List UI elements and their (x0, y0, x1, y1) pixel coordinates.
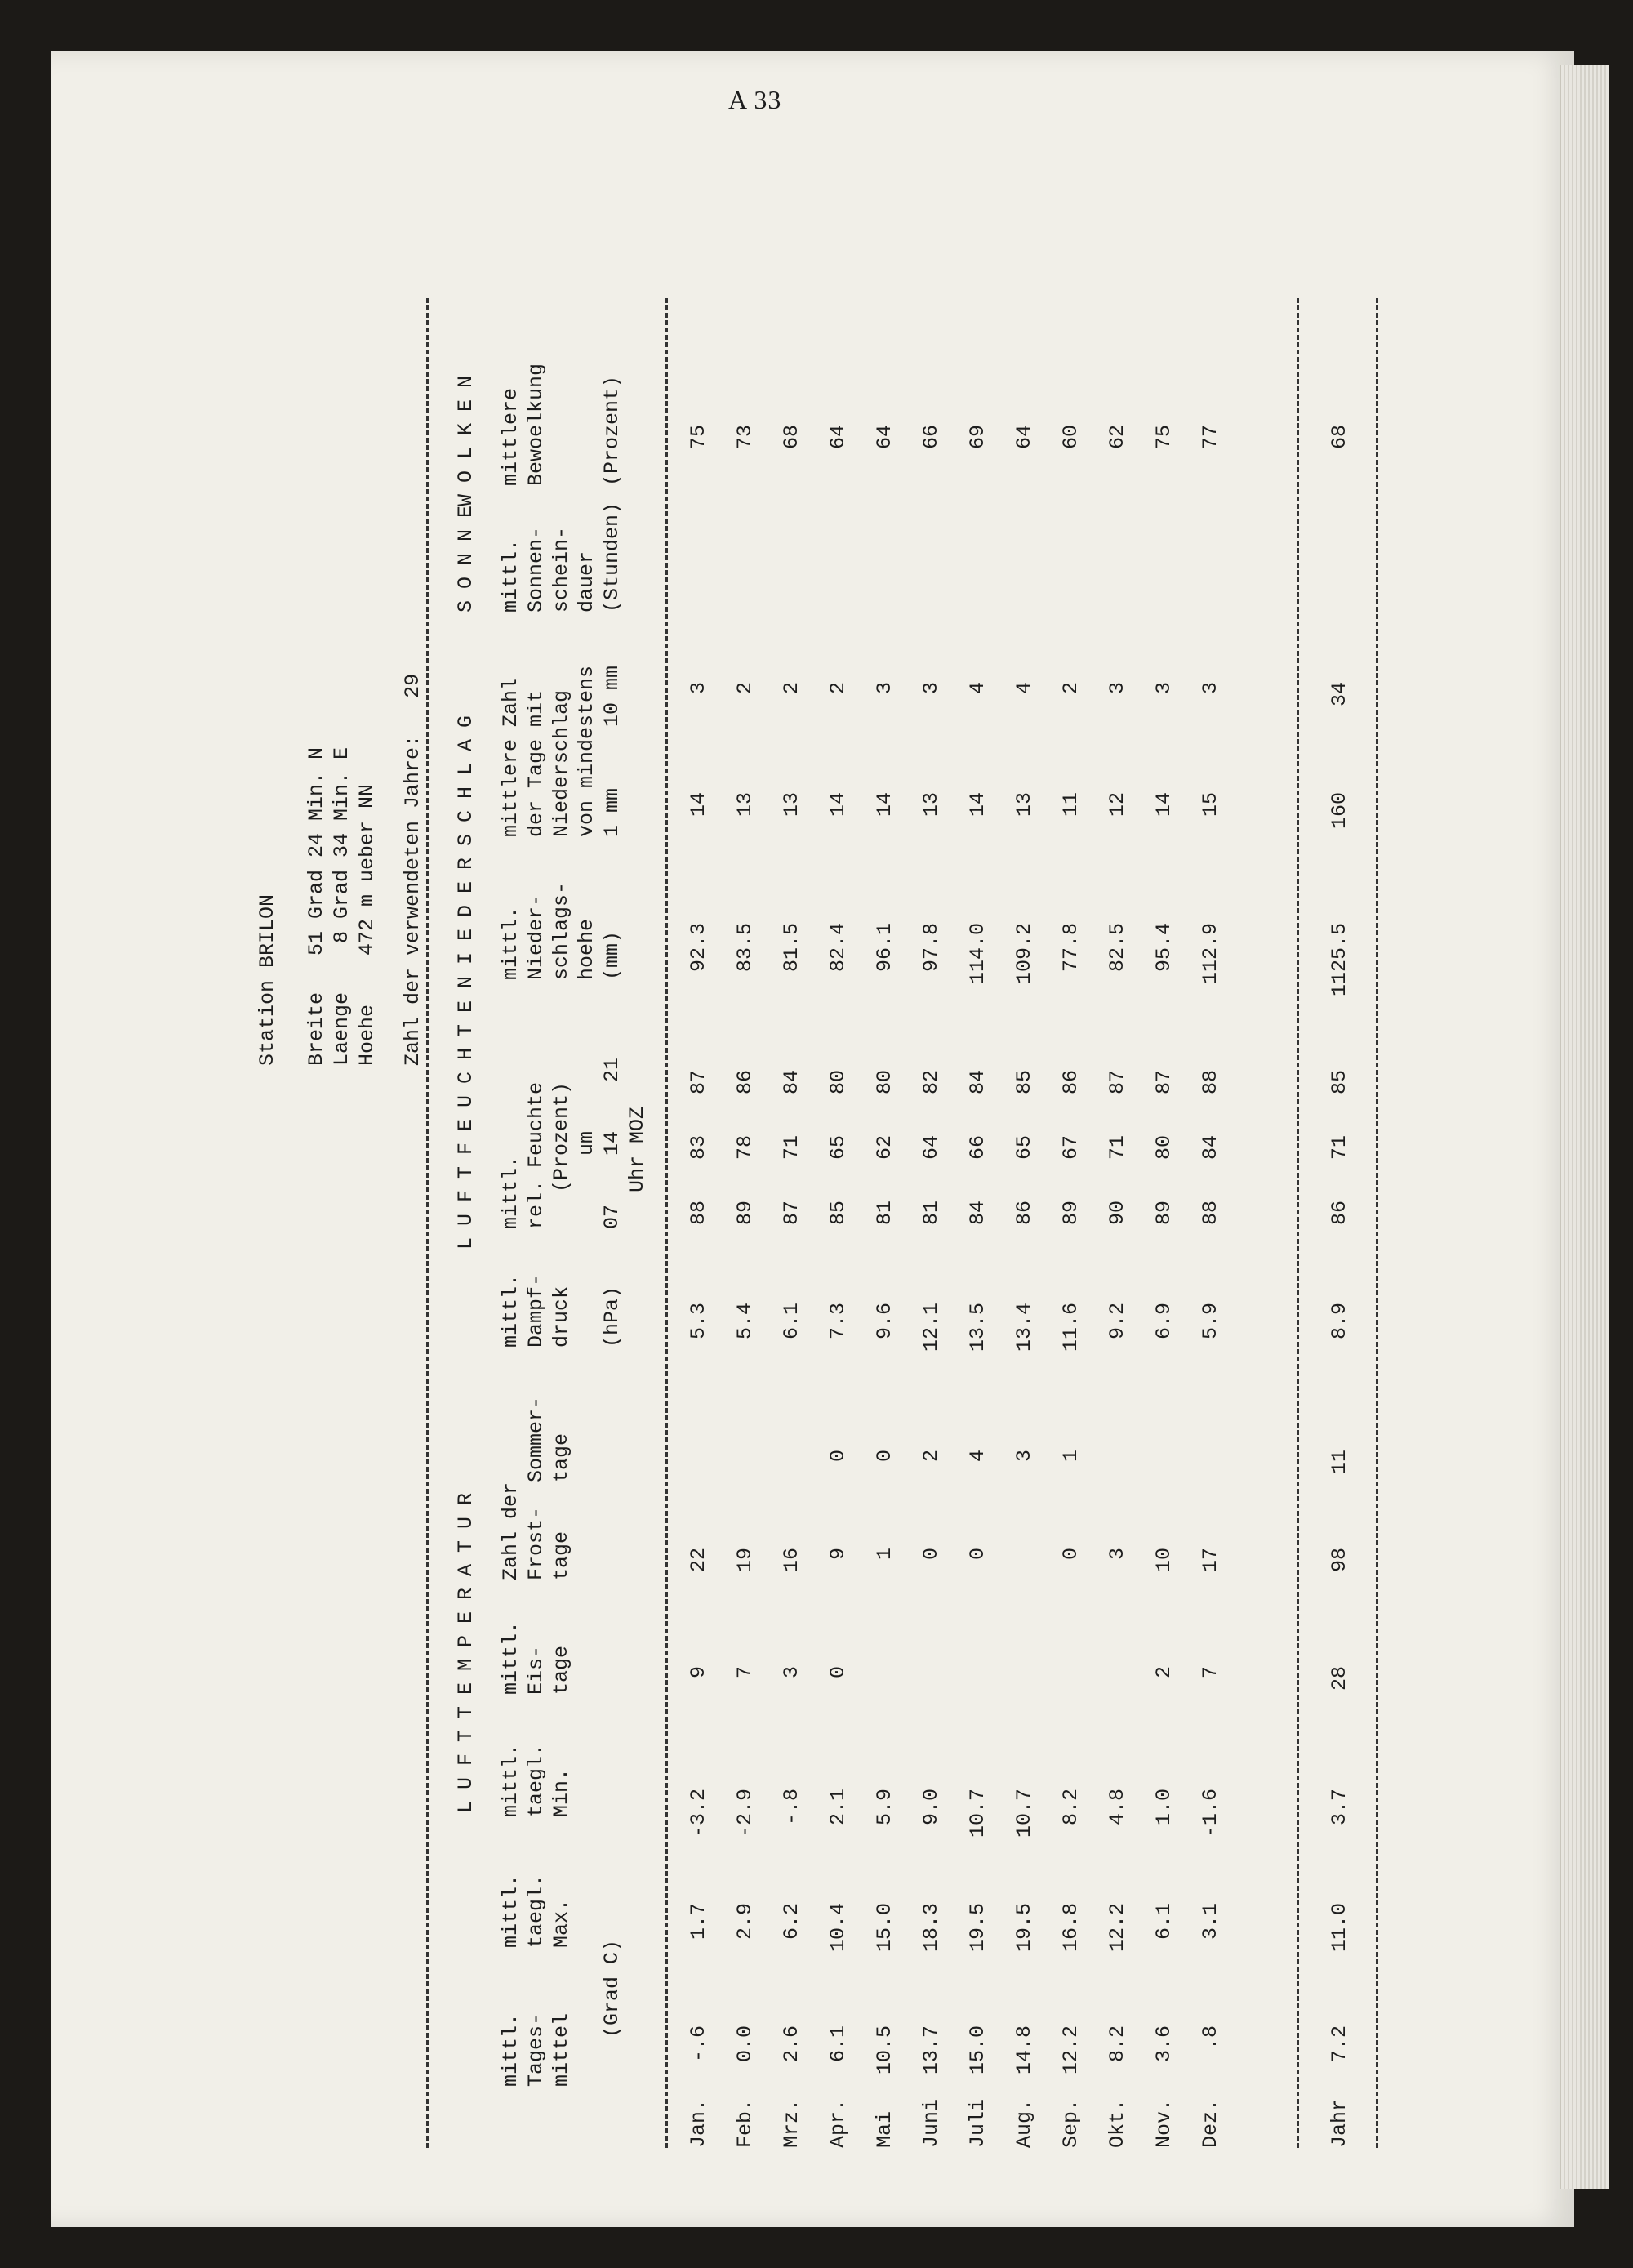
cell-so: 0 (826, 1450, 850, 1463)
row-label: Sep. (1059, 2098, 1083, 2148)
cell-tm: 15.0 (966, 2025, 990, 2075)
table-row (1151, 298, 1177, 2148)
station-years: Zahl der verwendeten Jahre: 29 (401, 673, 425, 1066)
cell-n10: 3 (873, 682, 897, 695)
cell-mx: 6.2 (780, 1903, 803, 1940)
cell-mn: -.8 (780, 1789, 803, 1826)
row-label: Nov. (1152, 2098, 1176, 2148)
cell-so: 4 (966, 1450, 990, 1463)
cell-fr: 1 (873, 1548, 897, 1561)
header-sonnenschein: mittl. Sonnen- schein- dauer (Stunden) (499, 501, 624, 613)
station-hoehe: Hoehe 472 m ueber NN (355, 783, 379, 1066)
cell-mx: 12.2 (1106, 1903, 1129, 1953)
table-row (1012, 298, 1037, 2148)
cell-n10: 3 (1199, 682, 1222, 695)
cell-tm: 2.6 (780, 2025, 803, 2063)
cell-fr: 16 (780, 1548, 803, 1573)
cell-f14: 71 (780, 1135, 803, 1161)
cell-dp: 11.6 (1059, 1303, 1083, 1352)
cell-n10: 3 (1106, 682, 1129, 695)
cell-f21: 80 (826, 1070, 850, 1095)
cell-n1: 15 (1199, 792, 1222, 818)
cell-f21: 82 (919, 1070, 943, 1095)
group-luftfeuchte: LUFTFEUCHTE (454, 988, 478, 1250)
page-edges (1560, 65, 1609, 2189)
cell-bw: 62 (1106, 425, 1129, 450)
cell-n10: 3 (1152, 682, 1176, 695)
cell-fr: 10 (1152, 1548, 1176, 1573)
cell-f21: 85 (1328, 1070, 1351, 1095)
station-title: Station BRILON (256, 893, 279, 1066)
group-lufttemperatur: LUFTTEMPERATUR (454, 1481, 478, 1813)
cell-f14: 83 (687, 1135, 710, 1161)
cell-tm: -.6 (687, 2025, 710, 2063)
cell-dp: 8.9 (1328, 1303, 1351, 1340)
cell-mn: -2.9 (733, 1789, 757, 1838)
cell-bw: 75 (1152, 425, 1176, 450)
header-dampf: mittl. Dampf- druck (hPa) (499, 1273, 624, 1348)
header-sommer: Sommer- tage (524, 1396, 573, 1482)
cell-mx: 16.8 (1059, 1903, 1083, 1953)
cell-dp: 6.1 (780, 1303, 803, 1340)
cell-tm: 13.7 (919, 2025, 943, 2075)
cell-f21: 84 (780, 1070, 803, 1095)
cell-f14: 71 (1328, 1135, 1351, 1161)
cell-eis: 7 (733, 1666, 757, 1679)
cell-bw: 64 (1012, 425, 1036, 450)
cell-n1: 13 (733, 792, 757, 818)
cell-f07: 89 (1152, 1201, 1176, 1226)
table-row (1198, 298, 1223, 2148)
cell-bw: 68 (780, 425, 803, 450)
cell-mn: 10.7 (966, 1789, 990, 1838)
cell-tm: 10.5 (873, 2025, 897, 2075)
cell-bw: 66 (919, 425, 943, 450)
row-label: Juni (919, 2098, 943, 2148)
cell-mn: 3.7 (1328, 1789, 1351, 1826)
cell-tm: 6.1 (826, 2025, 850, 2063)
cell-ns: 114.0 (966, 923, 990, 985)
row-label: Okt. (1106, 2098, 1129, 2148)
cell-fr: 0 (919, 1548, 943, 1561)
cell-f14: 67 (1059, 1135, 1083, 1161)
cell-mx: 3.1 (1199, 1903, 1222, 1940)
cell-bw: 64 (873, 425, 897, 450)
cell-mx: 10.4 (826, 1903, 850, 1953)
cell-dp: 6.9 (1152, 1303, 1176, 1340)
cell-mx: 2.9 (733, 1903, 757, 1940)
cell-fr: 22 (687, 1548, 710, 1573)
cell-tm: 3.6 (1152, 2025, 1176, 2063)
header-tagesmittel: mittl. Tages- mittel (Grad C) (499, 1939, 624, 2087)
cell-dp: 5.4 (733, 1303, 757, 1340)
cell-n10: 3 (687, 682, 710, 695)
cell-mx: 18.3 (919, 1903, 943, 1953)
cell-f07: 90 (1106, 1201, 1129, 1226)
cell-mn: -1.6 (1199, 1789, 1222, 1838)
cell-mn: 10.7 (1012, 1789, 1036, 1838)
cell-ns: 95.4 (1152, 923, 1176, 973)
cell-fr: 0 (1059, 1548, 1083, 1561)
cell-f21: 80 (873, 1070, 897, 1095)
header-min: mittl. taegl. Min. (499, 1743, 573, 1817)
cell-n1: 12 (1106, 792, 1129, 818)
table-row (732, 298, 758, 2148)
cell-tm: 7.2 (1328, 2025, 1351, 2063)
cell-f14: 66 (966, 1135, 990, 1161)
cell-dp: 7.3 (826, 1303, 850, 1340)
divider-top (426, 298, 429, 2148)
cell-mn: 8.2 (1059, 1789, 1083, 1826)
row-label: Mrz. (780, 2098, 803, 2148)
cell-f14: 78 (733, 1135, 757, 1161)
cell-ns: 109.2 (1012, 923, 1036, 985)
cell-f07: 86 (1012, 1201, 1036, 1226)
cell-bw: 77 (1199, 425, 1222, 450)
cell-mx: 15.0 (873, 1903, 897, 1953)
cell-dp: 13.5 (966, 1303, 990, 1352)
cell-so: 2 (919, 1450, 943, 1463)
cell-fr: 17 (1199, 1548, 1222, 1573)
cell-mx: 19.5 (966, 1903, 990, 1953)
cell-bw: 69 (966, 425, 990, 450)
cell-dp: 13.4 (1012, 1303, 1036, 1352)
cell-n1: 14 (826, 792, 850, 818)
cell-ns: 81.5 (780, 923, 803, 973)
cell-f07: 87 (780, 1201, 803, 1226)
cell-f07: 88 (687, 1201, 710, 1226)
cell-ns: 1125.5 (1328, 923, 1351, 997)
cell-bw: 60 (1059, 425, 1083, 450)
cell-n1: 14 (966, 792, 990, 818)
cell-ns: 82.5 (1106, 923, 1129, 973)
cell-f21: 86 (1059, 1070, 1083, 1095)
cell-f07: 89 (1059, 1201, 1083, 1226)
cell-f21: 87 (1106, 1070, 1129, 1095)
cell-n1: 11 (1059, 792, 1083, 818)
cell-dp: 5.3 (687, 1303, 710, 1340)
row-label: Mai (873, 2110, 897, 2148)
cell-dp: 9.6 (873, 1303, 897, 1340)
cell-f14: 65 (1012, 1135, 1036, 1161)
cell-n10: 4 (1012, 682, 1036, 695)
cell-eis: 9 (687, 1666, 710, 1679)
cell-f14: 71 (1106, 1135, 1129, 1161)
cell-ns: 96.1 (873, 923, 897, 973)
cell-ns: 83.5 (733, 923, 757, 973)
cell-n1: 14 (1152, 792, 1176, 818)
cell-f14: 65 (826, 1135, 850, 1161)
cell-fr: 3 (1106, 1548, 1129, 1561)
table-row (919, 298, 944, 2148)
cell-eis: 28 (1328, 1666, 1351, 1691)
group-niederschlag: NIEDERSCHLAG (454, 703, 478, 988)
cell-f07: 88 (1199, 1201, 1222, 1226)
cell-eis: 0 (826, 1666, 850, 1679)
cell-eis: 3 (780, 1666, 803, 1679)
cell-dp: 9.2 (1106, 1303, 1129, 1340)
cell-mx: 11.0 (1328, 1903, 1351, 1953)
cell-dp: 12.1 (919, 1303, 943, 1352)
cell-f07: 86 (1328, 1201, 1351, 1226)
page-number: A 33 (728, 85, 782, 114)
cell-n1: 13 (1012, 792, 1036, 818)
cell-n1: 13 (780, 792, 803, 818)
header-tage: mittlere Zahl der Tage mit Niederschlag von mindestens 1 mm 10 mm (499, 665, 624, 837)
cell-mn: 9.0 (919, 1789, 943, 1826)
table-row (872, 298, 897, 2148)
cell-tm: 14.8 (1012, 2025, 1036, 2075)
row-label: Apr. (826, 2098, 850, 2148)
cell-fr: 98 (1328, 1548, 1351, 1573)
cell-n1: 13 (919, 792, 943, 818)
cell-f07: 85 (826, 1201, 850, 1226)
cell-mn: 1.0 (1152, 1789, 1176, 1826)
cell-mn: 5.9 (873, 1789, 897, 1826)
cell-f21: 86 (733, 1070, 757, 1095)
cell-fr: 9 (826, 1548, 850, 1561)
cell-f21: 87 (1152, 1070, 1176, 1095)
header-bewoelkung: mittlere Bewoelkung (Prozent) (499, 363, 624, 486)
cell-f21: 87 (687, 1070, 710, 1095)
cell-n10: 2 (1059, 682, 1083, 695)
divider-bottom (1376, 298, 1378, 2148)
table-row (965, 298, 990, 2148)
cell-n10: 34 (1328, 682, 1351, 707)
cell-n10: 2 (733, 682, 757, 695)
divider-header (665, 298, 668, 2148)
cell-f07: 84 (966, 1201, 990, 1226)
row-label: Juli (966, 2098, 990, 2148)
cell-tm: .8 (1199, 2025, 1222, 2051)
cell-mn: -3.2 (687, 1789, 710, 1838)
row-label: Aug. (1012, 2098, 1036, 2148)
cell-n1: 14 (687, 792, 710, 818)
row-label: Jahr (1328, 2098, 1351, 2148)
cell-tm: 8.2 (1106, 2025, 1129, 2063)
cell-n10: 2 (780, 682, 803, 695)
group-sonne: SONNE (454, 493, 478, 613)
cell-ns: 97.8 (919, 923, 943, 973)
climate-table (229, 298, 1429, 2148)
group-wolken: WOLKEN (454, 363, 478, 506)
station-breite: Breite 51 Grad 24 Min. N (305, 746, 328, 1066)
cell-bw: 68 (1328, 425, 1351, 450)
cell-f14: 80 (1152, 1135, 1176, 1161)
cell-f14: 84 (1199, 1135, 1222, 1161)
cell-n1: 14 (873, 792, 897, 818)
table-row (825, 298, 851, 2148)
cell-fr: 19 (733, 1548, 757, 1573)
cell-ns: 92.3 (687, 923, 710, 973)
cell-bw: 75 (687, 425, 710, 450)
header-feuchte: mittl. rel. Feuchte (Prozent) um 07 14 21 Uhr MOZ (499, 1057, 649, 1229)
cell-f07: 81 (919, 1201, 943, 1226)
table-row (1058, 298, 1083, 2148)
cell-n1: 160 (1328, 792, 1351, 830)
cell-f14: 64 (919, 1135, 943, 1161)
table-row (1105, 298, 1130, 2148)
cell-ns: 77.8 (1059, 923, 1083, 973)
cell-n10: 2 (826, 682, 850, 695)
cell-f21: 84 (966, 1070, 990, 1095)
cell-f14: 62 (873, 1135, 897, 1161)
cell-eis: 2 (1152, 1666, 1176, 1679)
header-max: mittl. taegl. Max. (499, 1874, 573, 1948)
header-frost: Zahl der Frost- tage (499, 1482, 573, 1580)
cell-mn: 2.1 (826, 1789, 850, 1826)
header-eistage: mittl. Eis- tage (499, 1620, 573, 1695)
cell-bw: 64 (826, 425, 850, 450)
table-row (1327, 298, 1352, 2148)
cell-f21: 88 (1199, 1070, 1222, 1095)
row-label: Jan. (687, 2098, 710, 2148)
divider-year (1297, 298, 1299, 2148)
cell-bw: 73 (733, 425, 757, 450)
cell-mx: 1.7 (687, 1903, 710, 1940)
table-row (686, 298, 711, 2148)
cell-tm: 12.2 (1059, 2025, 1083, 2075)
cell-mx: 6.1 (1152, 1903, 1176, 1940)
cell-so: 11 (1328, 1450, 1351, 1475)
row-label: Feb. (733, 2098, 757, 2148)
cell-ns: 82.4 (826, 923, 850, 973)
cell-mn: 4.8 (1106, 1789, 1129, 1826)
cell-so: 1 (1059, 1450, 1083, 1463)
cell-f07: 81 (873, 1201, 897, 1226)
cell-tm: 0.0 (733, 2025, 757, 2063)
cell-f07: 89 (733, 1201, 757, 1226)
cell-so: 0 (873, 1450, 897, 1463)
station-laenge: Laenge 8 Grad 34 Min. E (330, 746, 354, 1066)
cell-f21: 85 (1012, 1070, 1036, 1095)
header-niederschlagshoehe: mittl. Nieder- schlags- hoehe (mm) (499, 881, 624, 980)
cell-mx: 19.5 (1012, 1903, 1036, 1953)
row-label: Dez. (1199, 2098, 1222, 2148)
cell-n10: 4 (966, 682, 990, 695)
cell-fr: 0 (966, 1548, 990, 1561)
cell-dp: 5.9 (1199, 1303, 1222, 1340)
cell-ns: 112.9 (1199, 923, 1222, 985)
cell-eis: 7 (1199, 1666, 1222, 1679)
cell-n10: 3 (919, 682, 943, 695)
table-row (779, 298, 804, 2148)
cell-so: 3 (1012, 1450, 1036, 1463)
